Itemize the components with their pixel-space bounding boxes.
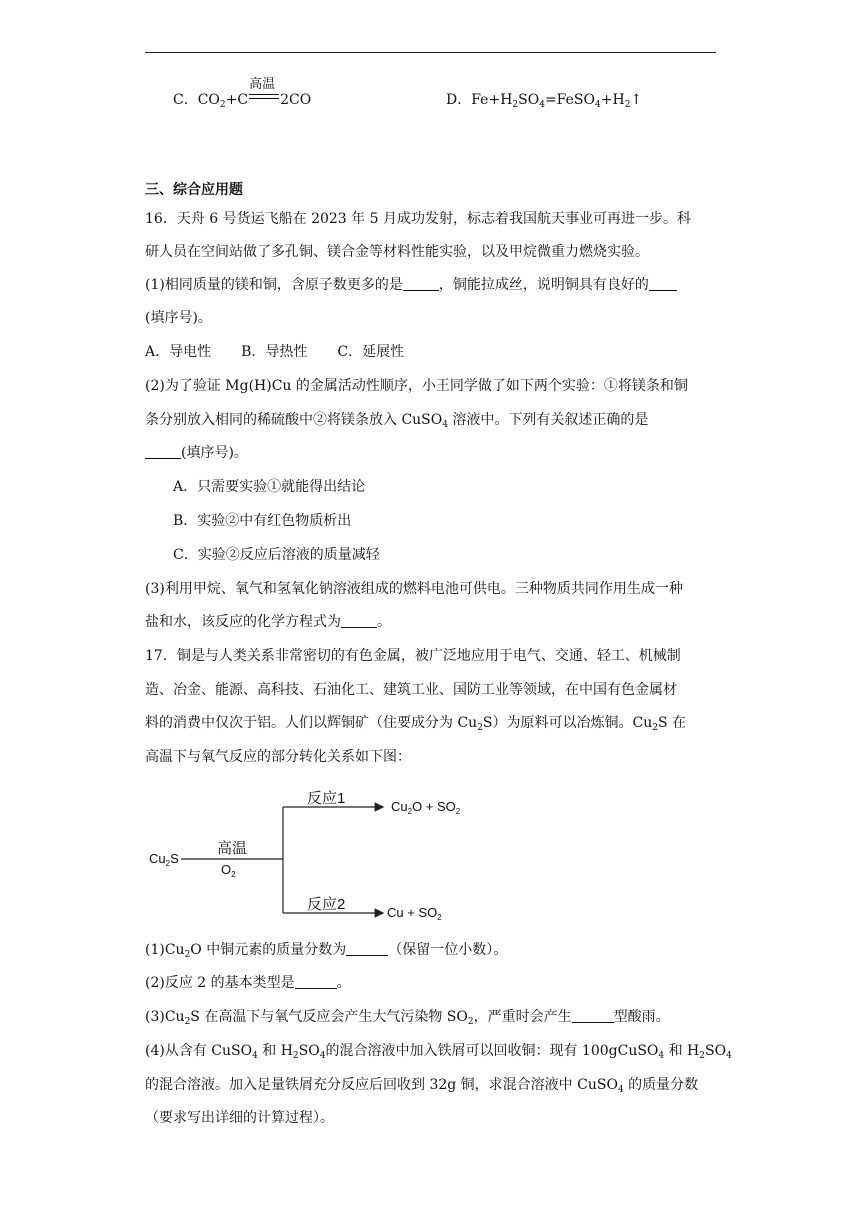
option-c: C．$CO_2+C$ 高温 2CO: [173, 77, 312, 110]
q17-line4: 高温下与氧气反应的部分转化关系如下图：: [145, 749, 411, 765]
answer-blank[interactable]: [403, 276, 439, 291]
q16-part2-tail: (填序号)。: [145, 443, 248, 463]
answer-blank[interactable]: [145, 444, 181, 459]
option-b: B．导热性: [241, 344, 308, 360]
q16-part2-option-c: C．实验②反应后溶液的质量减轻: [173, 547, 380, 563]
reaction1-label: 反应1: [307, 790, 346, 807]
q17-sub3: $(3)Cu_2S$ 在高温下与氧气反应会产生大气污染物 $SO_2$，严重时会产生 型酸雨。: [145, 1009, 670, 1027]
reaction1-products: $Cu_2O + SO_2$: [391, 799, 461, 816]
reactant-label: $Cu_2S$: [149, 851, 179, 868]
q17-sub2: (2)反应 2 的基本类型是 。: [145, 975, 351, 991]
q17-line2: 造、冶金、能源、高科技、石油化工、建筑工业、国防工业等领域，在中国有色金属材: [145, 682, 677, 698]
q16-line1: 16．天舟 6 号货运飞船在 2023 年 5 月成功发射，标志着我国航天事业可再进一步。科: [145, 211, 691, 227]
reaction-diagram: [145, 785, 485, 925]
reaction2-products: $Cu + SO_2$: [387, 905, 442, 922]
section-title: 三、综合应用题: [145, 182, 243, 198]
q16-part3-line1: (3)利用甲烷、氧气和氢氧化钠溶液组成的燃料电池可供电。三种物质共同作用生成一种: [145, 581, 683, 597]
answer-blank[interactable]: [295, 974, 337, 989]
q16-part1-options: [145, 342, 404, 362]
condition-top: 高温: [217, 840, 248, 857]
q16-line2: 研人员在空间站做了多孔铜、镁合金等材料性能实验，以及甲烷微重力燃烧实验。: [145, 244, 649, 260]
q16-part2-line2: 条分别放入相同的稀硫酸中②将镁条放入 CuSO$_4$ 溶液中。下列有关叙述正确的是: [145, 412, 649, 430]
answer-blank[interactable]: [346, 941, 388, 956]
option-d: D．$Fe+H_2SO_4=FeSO_4+H_2↑$: [446, 92, 643, 110]
q16-part3-line2: 盐和水，该反应的化学方程式为 。: [145, 614, 391, 630]
q16-part2-option-b: B．实验②中有红色物质析出: [173, 513, 352, 529]
q17-sub4-line1: (4)从含有 CuSO$_4$ 和 $H_2SO_4$的混合溶液中加入铁屑可以回收铜：现有 100gCuSO$_4$ 和 $H_2SO_4$: [145, 1043, 732, 1061]
top-rule: [145, 52, 716, 53]
condition-bottom: $O_2$: [221, 862, 236, 879]
answer-blank[interactable]: [572, 1008, 614, 1023]
q16-part2-option-a: A．只需要实验①就能得出结论: [173, 479, 366, 495]
option-a: A．导电性: [145, 344, 212, 360]
q16-part1: (1)相同质量的镁和铜，含原子数更多的是 ，铜能拉成丝，说明铜具有良好的: [145, 275, 677, 295]
q16-part1-tail: (填序号)。: [145, 310, 212, 326]
reaction2-label: 反应2: [307, 896, 346, 913]
q17-sub4-line3: （要求写出详细的计算过程）。: [145, 1110, 334, 1126]
q17-sub4-line2: 的混合溶液。加入足量铁屑充分反应后回收到 32g 铜，求混合溶液中 CuSO$_4$ 的质量分数: [145, 1077, 699, 1095]
answer-blank[interactable]: [649, 276, 677, 291]
option-c: C．延展性: [337, 344, 405, 360]
q17-line3: 料的消费中仅次于铝。人们以辉铜矿（住要成分为 $Cu_2S$）为原料可以冶炼铜。$Cu_2S$ 在: [145, 715, 687, 733]
q17-sub1: $(1)Cu_2O$ 中铜元素的质量分数为 （保留一位小数）。: [145, 942, 508, 960]
q17-line1: 17．铜是与人类关系非常密切的有色金属，被广泛地应用于电气、交通、轻工、机械制: [145, 648, 681, 664]
reaction-condition: 高温: [248, 91, 280, 105]
q16-part2-line1: (2)为了验证 Mg(H)Cu 的金属活动性顺序，小王同学做了如下两个实验：①将镁条和铜: [145, 378, 688, 394]
answer-blank[interactable]: [341, 613, 377, 628]
